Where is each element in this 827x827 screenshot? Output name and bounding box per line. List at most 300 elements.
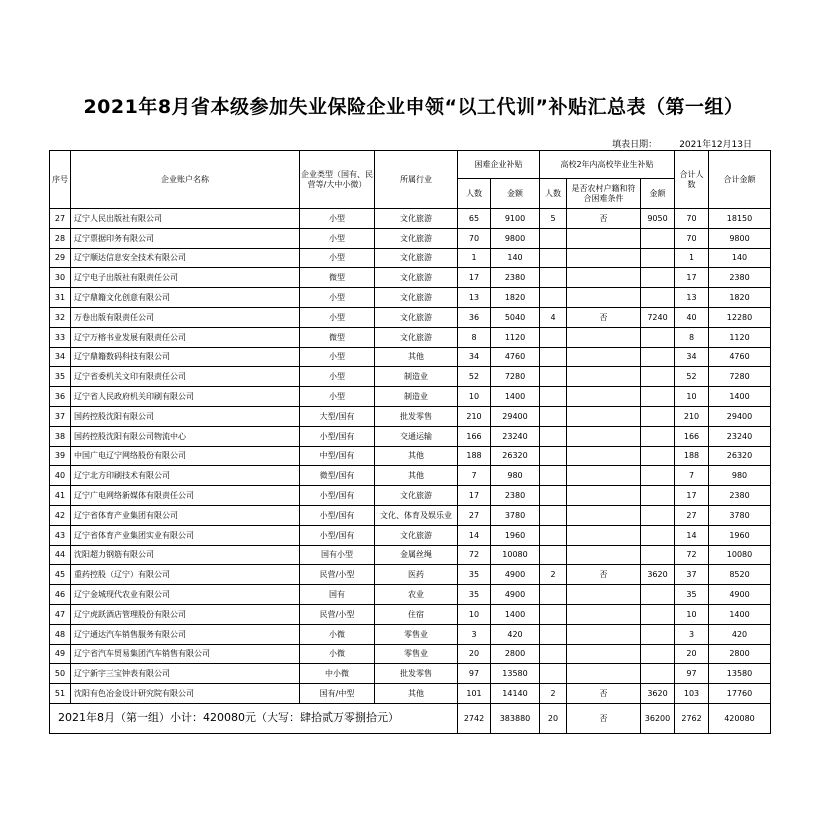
cell-name: 国药控股沈阳有限公司: [71, 406, 300, 426]
table-row: [50, 565, 771, 585]
fill-date-value: 2021年12月13日: [679, 140, 752, 150]
cell-people-1: 52: [458, 367, 491, 387]
fill-date: [612, 137, 752, 150]
cell-industry: 文化旅游: [375, 525, 458, 545]
header-type: 企业类型（国有、民营等/大中小微）: [300, 151, 375, 209]
table-row: [50, 486, 771, 506]
cell-amount-2: [641, 288, 675, 308]
cell-rural: [567, 387, 641, 407]
cell-type: 小微: [300, 644, 375, 664]
cell-amount-2: [641, 486, 675, 506]
table-row: [50, 248, 771, 268]
cell-type: 小型: [300, 387, 375, 407]
cell-rural: 否: [567, 307, 641, 327]
cell-total-amount: 12280: [709, 307, 771, 327]
cell-total-people: 3: [675, 624, 709, 644]
cell-amount-2: [641, 347, 675, 367]
cell-total-amount: 1120: [709, 327, 771, 347]
cell-industry: 零售业: [375, 624, 458, 644]
cell-name: 沈阳有色冶金设计研究院有限公司: [71, 684, 300, 704]
cell-rural: [567, 644, 641, 664]
cell-seq: 36: [50, 387, 71, 407]
cell-amount-1: 1120: [491, 327, 540, 347]
table-row: [50, 209, 771, 229]
cell-seq: 35: [50, 367, 71, 387]
cell-people-2: [540, 624, 567, 644]
cell-industry: 制造业: [375, 387, 458, 407]
cell-amount-2: [641, 406, 675, 426]
cell-total-people: 20: [675, 644, 709, 664]
header-total-people: 合计人数: [675, 151, 709, 209]
cell-total-people: 188: [675, 446, 709, 466]
cell-type: 小型: [300, 248, 375, 268]
cell-rural: 否: [567, 565, 641, 585]
cell-total-amount: 420: [709, 624, 771, 644]
cell-name: 辽宁人民出版社有限公司: [71, 209, 300, 229]
cell-name: 辽宁广电网络新媒体有限责任公司: [71, 486, 300, 506]
cell-type: 小型: [300, 288, 375, 308]
cell-total-amount: 2380: [709, 268, 771, 288]
cell-name: 辽宁省体育产业集团有限公司: [71, 505, 300, 525]
cell-total-people: 97: [675, 664, 709, 684]
table-row: [50, 604, 771, 624]
cell-industry: 零售业: [375, 644, 458, 664]
cell-total-people: 70: [675, 209, 709, 229]
cell-rural: [567, 446, 641, 466]
cell-people-1: 10: [458, 604, 491, 624]
cell-type: 小型: [300, 209, 375, 229]
cell-amount-1: 3780: [491, 505, 540, 525]
cell-amount-1: 1400: [491, 387, 540, 407]
cell-amount-2: [641, 545, 675, 565]
cell-seq: 42: [50, 505, 71, 525]
cell-total-amount: 10080: [709, 545, 771, 565]
table-row: [50, 288, 771, 308]
cell-people-2: [540, 347, 567, 367]
cell-people-1: 3: [458, 624, 491, 644]
cell-amount-1: 23240: [491, 426, 540, 446]
cell-amount-1: 4900: [491, 585, 540, 605]
page-title: 2021年8月省本级参加失业保险企业申领“以工代训”补贴汇总表（第一组）: [83, 96, 744, 118]
cell-seq: 47: [50, 604, 71, 624]
cell-name: 辽宁新宇三宝钟表有限公司: [71, 664, 300, 684]
cell-seq: 32: [50, 307, 71, 327]
cell-name: 辽宁鼎籍数码科技有限公司: [71, 347, 300, 367]
cell-seq: 41: [50, 486, 71, 506]
cell-people-1: 1: [458, 248, 491, 268]
cell-industry: 住宿: [375, 604, 458, 624]
footer-total-amount: 420080: [709, 703, 771, 733]
cell-seq: 49: [50, 644, 71, 664]
cell-industry: 文化旅游: [375, 486, 458, 506]
table-row: [50, 268, 771, 288]
footer-rural: 否: [567, 703, 641, 733]
cell-people-1: 8: [458, 327, 491, 347]
cell-rural: [567, 604, 641, 624]
cell-people-2: 2: [540, 565, 567, 585]
cell-industry: 文化旅游: [375, 288, 458, 308]
cell-name: 辽宁北方印刷技术有限公司: [71, 466, 300, 486]
table-row: [50, 426, 771, 446]
cell-amount-2: 3620: [641, 684, 675, 704]
cell-amount-2: [641, 644, 675, 664]
header-industry: 所属行业: [375, 151, 458, 209]
table-row: [50, 367, 771, 387]
cell-people-1: 97: [458, 664, 491, 684]
header-people-2: 人数: [540, 179, 567, 209]
footer-summary: 2021年8月（第一组）小计：420080元（大写：肆拾贰万零捌拾元）: [50, 703, 458, 733]
cell-rural: [567, 268, 641, 288]
cell-people-1: 101: [458, 684, 491, 704]
footer-total-people: 2762: [675, 703, 709, 733]
cell-total-people: 7: [675, 466, 709, 486]
cell-people-1: 65: [458, 209, 491, 229]
cell-total-people: 166: [675, 426, 709, 446]
cell-total-people: 37: [675, 565, 709, 585]
cell-name: 辽宁省委机关文印有限责任公司: [71, 367, 300, 387]
cell-amount-1: 1820: [491, 288, 540, 308]
footer-people-1: 2742: [458, 703, 491, 733]
cell-name: 辽宁票据印务有限公司: [71, 228, 300, 248]
cell-people-2: 2: [540, 684, 567, 704]
cell-people-1: 27: [458, 505, 491, 525]
table-row: [50, 624, 771, 644]
cell-amount-2: 7240: [641, 307, 675, 327]
cell-amount-1: 10080: [491, 545, 540, 565]
cell-total-people: 40: [675, 307, 709, 327]
cell-name: 辽宁鼎籍文化创意有限公司: [71, 288, 300, 308]
cell-amount-2: [641, 387, 675, 407]
cell-total-people: 17: [675, 486, 709, 506]
cell-people-2: [540, 406, 567, 426]
header-grad-group: 高校2年内高校毕业生补贴: [540, 151, 675, 179]
cell-total-amount: 26320: [709, 446, 771, 466]
cell-total-amount: 1960: [709, 525, 771, 545]
cell-amount-2: [641, 525, 675, 545]
cell-name: 辽宁电子出版社有限责任公司: [71, 268, 300, 288]
cell-seq: 29: [50, 248, 71, 268]
cell-total-people: 14: [675, 525, 709, 545]
cell-rural: [567, 288, 641, 308]
cell-type: 小型/国有: [300, 426, 375, 446]
cell-industry: 文化旅游: [375, 307, 458, 327]
cell-name: 辽宁省体育产业集团实业有限公司: [71, 525, 300, 545]
cell-people-2: [540, 486, 567, 506]
cell-total-people: 103: [675, 684, 709, 704]
cell-amount-2: [641, 367, 675, 387]
cell-people-1: 17: [458, 486, 491, 506]
cell-people-2: 4: [540, 307, 567, 327]
cell-amount-1: 2380: [491, 268, 540, 288]
cell-amount-1: 14140: [491, 684, 540, 704]
cell-amount-1: 4900: [491, 565, 540, 585]
cell-type: 小型/国有: [300, 505, 375, 525]
cell-people-2: [540, 604, 567, 624]
cell-rural: 否: [567, 209, 641, 229]
cell-amount-2: [641, 585, 675, 605]
cell-amount-1: 980: [491, 466, 540, 486]
cell-people-1: 35: [458, 565, 491, 585]
cell-total-amount: 17760: [709, 684, 771, 704]
cell-amount-2: [641, 228, 675, 248]
cell-total-people: 210: [675, 406, 709, 426]
cell-industry: 其他: [375, 466, 458, 486]
table-row: [50, 585, 771, 605]
cell-seq: 38: [50, 426, 71, 446]
cell-total-amount: 18150: [709, 209, 771, 229]
cell-industry: 金属丝绳: [375, 545, 458, 565]
cell-amount-2: [641, 327, 675, 347]
cell-name: 辽宁省汽车贸易集团汽车销售有限公司: [71, 644, 300, 664]
table-row: [50, 505, 771, 525]
cell-amount-2: [641, 446, 675, 466]
cell-type: 小型/国有: [300, 525, 375, 545]
cell-amount-2: 9050: [641, 209, 675, 229]
cell-seq: 48: [50, 624, 71, 644]
cell-type: 国有/中型: [300, 684, 375, 704]
cell-rural: [567, 525, 641, 545]
cell-rural: [567, 327, 641, 347]
cell-seq: 44: [50, 545, 71, 565]
cell-total-people: 34: [675, 347, 709, 367]
cell-name: 国药控股沈阳有限公司物流中心: [71, 426, 300, 446]
cell-industry: 批发零售: [375, 664, 458, 684]
cell-people-1: 14: [458, 525, 491, 545]
cell-type: 小型: [300, 367, 375, 387]
cell-amount-1: 9800: [491, 228, 540, 248]
cell-industry: 交通运输: [375, 426, 458, 446]
cell-seq: 46: [50, 585, 71, 605]
table-row: [50, 664, 771, 684]
cell-type: 小型/国有: [300, 486, 375, 506]
table-row: [50, 644, 771, 664]
table-row: [50, 406, 771, 426]
cell-type: 小型: [300, 347, 375, 367]
cell-industry: 文化旅游: [375, 209, 458, 229]
cell-amount-2: [641, 604, 675, 624]
header-total-amount: 合计金额: [709, 151, 771, 209]
cell-seq: 28: [50, 228, 71, 248]
cell-people-2: [540, 327, 567, 347]
cell-rural: [567, 466, 641, 486]
footer-amount-1: 383880: [491, 703, 540, 733]
cell-total-amount: 13580: [709, 664, 771, 684]
cell-total-amount: 4900: [709, 585, 771, 605]
cell-people-2: [540, 644, 567, 664]
cell-industry: 文化旅游: [375, 248, 458, 268]
cell-total-amount: 4760: [709, 347, 771, 367]
cell-seq: 30: [50, 268, 71, 288]
cell-total-people: 13: [675, 288, 709, 308]
cell-total-amount: 29400: [709, 406, 771, 426]
cell-total-amount: 23240: [709, 426, 771, 446]
cell-people-1: 166: [458, 426, 491, 446]
cell-rural: [567, 347, 641, 367]
cell-people-2: [540, 387, 567, 407]
table-row: [50, 387, 771, 407]
cell-people-2: [540, 466, 567, 486]
cell-people-1: 13: [458, 288, 491, 308]
cell-name: 辽宁万榕书业发展有限责任公司: [71, 327, 300, 347]
header-amount-2: 金额: [641, 179, 675, 209]
cell-people-1: 20: [458, 644, 491, 664]
cell-name: 辽宁通达汽车销售服务有限公司: [71, 624, 300, 644]
table-row: [50, 446, 771, 466]
cell-total-people: 70: [675, 228, 709, 248]
cell-people-1: 7: [458, 466, 491, 486]
cell-industry: 批发零售: [375, 406, 458, 426]
cell-people-2: [540, 525, 567, 545]
cell-rural: [567, 486, 641, 506]
cell-seq: 27: [50, 209, 71, 229]
cell-total-amount: 3780: [709, 505, 771, 525]
cell-people-1: 10: [458, 387, 491, 407]
cell-amount-1: 4760: [491, 347, 540, 367]
cell-type: 小型: [300, 307, 375, 327]
cell-amount-2: [641, 624, 675, 644]
cell-rural: [567, 426, 641, 446]
cell-people-2: [540, 288, 567, 308]
cell-people-2: 5: [540, 209, 567, 229]
cell-rural: [567, 406, 641, 426]
header-people-1: 人数: [458, 179, 491, 209]
cell-rural: [567, 505, 641, 525]
cell-type: 大型/国有: [300, 406, 375, 426]
cell-total-amount: 7280: [709, 367, 771, 387]
cell-type: 微型: [300, 327, 375, 347]
cell-people-1: 210: [458, 406, 491, 426]
cell-amount-1: 1400: [491, 604, 540, 624]
header-seq: 序号: [50, 151, 71, 209]
cell-name: 万卷出版有限责任公司: [71, 307, 300, 327]
cell-total-people: 52: [675, 367, 709, 387]
cell-name: 辽宁省人民政府机关印刷有限公司: [71, 387, 300, 407]
cell-amount-2: [641, 248, 675, 268]
header-amount-1: 金额: [491, 179, 540, 209]
cell-industry: 其他: [375, 684, 458, 704]
cell-people-2: [540, 248, 567, 268]
cell-seq: 50: [50, 664, 71, 684]
cell-amount-1: 9100: [491, 209, 540, 229]
cell-amount-1: 13580: [491, 664, 540, 684]
table-row: [50, 327, 771, 347]
cell-people-2: [540, 446, 567, 466]
cell-total-amount: 140: [709, 248, 771, 268]
cell-amount-2: [641, 664, 675, 684]
table-row: [50, 684, 771, 704]
cell-rural: [567, 545, 641, 565]
header-name: 企业账户名称: [71, 151, 300, 209]
cell-people-1: 35: [458, 585, 491, 605]
cell-total-amount: 1400: [709, 604, 771, 624]
cell-name: 辽宁虎跃酒店管理股份有限公司: [71, 604, 300, 624]
cell-people-1: 17: [458, 268, 491, 288]
cell-total-people: 10: [675, 604, 709, 624]
cell-industry: 医药: [375, 565, 458, 585]
cell-amount-1: 5040: [491, 307, 540, 327]
cell-total-people: 27: [675, 505, 709, 525]
cell-people-2: [540, 664, 567, 684]
cell-type: 民营/小型: [300, 565, 375, 585]
cell-type: 国有小型: [300, 545, 375, 565]
cell-seq: 37: [50, 406, 71, 426]
header-rural: 是否农村户籍和符合困难条件: [567, 179, 641, 209]
cell-total-amount: 8520: [709, 565, 771, 585]
cell-seq: 43: [50, 525, 71, 545]
table-row: [50, 525, 771, 545]
cell-name: 辽宁顺达信息安全技术有限公司: [71, 248, 300, 268]
cell-seq: 51: [50, 684, 71, 704]
cell-industry: 农业: [375, 585, 458, 605]
cell-rural: [567, 248, 641, 268]
cell-name: 辽宁金城现代农业有限公司: [71, 585, 300, 605]
cell-industry: 文化旅游: [375, 228, 458, 248]
cell-amount-2: [641, 426, 675, 446]
cell-name: 沈阳超力钢筋有限公司: [71, 545, 300, 565]
cell-people-2: [540, 268, 567, 288]
cell-total-amount: 1820: [709, 288, 771, 308]
cell-people-1: 36: [458, 307, 491, 327]
cell-industry: 文化旅游: [375, 327, 458, 347]
cell-people-2: [540, 545, 567, 565]
cell-total-people: 17: [675, 268, 709, 288]
cell-seq: 45: [50, 565, 71, 585]
table-row: [50, 307, 771, 327]
cell-type: 国有: [300, 585, 375, 605]
cell-people-1: 188: [458, 446, 491, 466]
cell-amount-1: 420: [491, 624, 540, 644]
footer-people-2: 20: [540, 703, 567, 733]
table-row: [50, 347, 771, 367]
header-hard-group: 困难企业补贴: [458, 151, 540, 179]
cell-people-2: [540, 367, 567, 387]
cell-total-people: 35: [675, 585, 709, 605]
cell-amount-2: 3620: [641, 565, 675, 585]
cell-seq: 39: [50, 446, 71, 466]
cell-people-2: [540, 505, 567, 525]
cell-amount-1: 29400: [491, 406, 540, 426]
cell-total-amount: 2380: [709, 486, 771, 506]
fill-date-label: 填表日期：: [612, 140, 658, 150]
cell-total-people: 1: [675, 248, 709, 268]
cell-seq: 34: [50, 347, 71, 367]
cell-industry: 其他: [375, 347, 458, 367]
cell-industry: 文化旅游: [375, 268, 458, 288]
cell-amount-1: 7280: [491, 367, 540, 387]
cell-type: 小微: [300, 624, 375, 644]
cell-people-1: 34: [458, 347, 491, 367]
cell-people-2: [540, 585, 567, 605]
cell-total-amount: 1400: [709, 387, 771, 407]
cell-rural: 否: [567, 684, 641, 704]
cell-rural: [567, 664, 641, 684]
subsidy-table: [49, 150, 771, 734]
cell-industry: 文化、体育及娱乐业: [375, 505, 458, 525]
cell-people-1: 70: [458, 228, 491, 248]
cell-total-amount: 2800: [709, 644, 771, 664]
cell-amount-2: [641, 466, 675, 486]
cell-total-people: 10: [675, 387, 709, 407]
cell-people-2: [540, 426, 567, 446]
cell-rural: [567, 367, 641, 387]
cell-rural: [567, 624, 641, 644]
cell-total-people: 72: [675, 545, 709, 565]
cell-seq: 40: [50, 466, 71, 486]
table-row: [50, 228, 771, 248]
cell-amount-2: [641, 505, 675, 525]
cell-rural: [567, 585, 641, 605]
cell-type: 微型: [300, 268, 375, 288]
